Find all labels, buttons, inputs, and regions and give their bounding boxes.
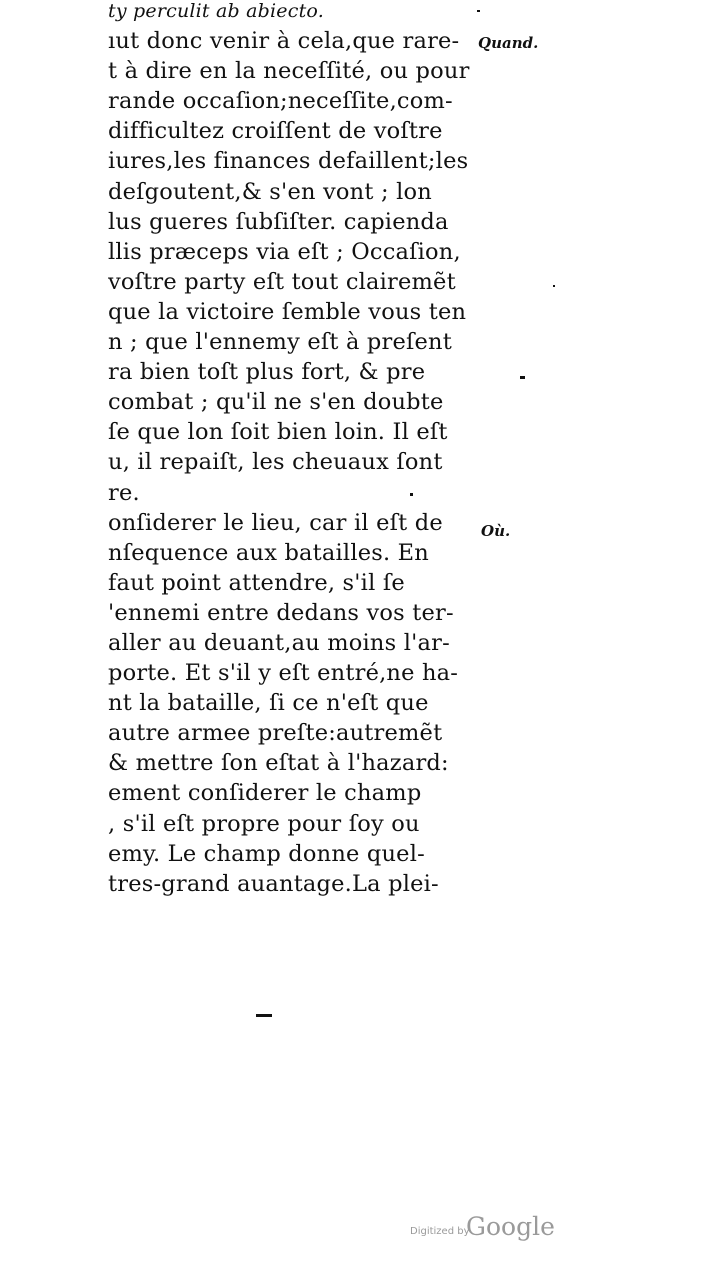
- text-line: u, il repaiſt, les cheuaux ſont: [108, 449, 443, 476]
- text-line: t à dire en la neceſſité, ou pour: [108, 58, 470, 85]
- text-line: & mettre ſon eſtat à l'hazard:: [108, 750, 449, 777]
- margin-note-quand: Quand.: [478, 34, 539, 52]
- text-line: lus gueres ſubſiſter. capienda: [108, 208, 449, 235]
- ink-speck: [520, 376, 525, 379]
- text-line: ra bien toſt plus fort, & pre: [108, 359, 426, 386]
- digitized-label: Digitized by: [410, 1226, 470, 1237]
- text-line: llis præceps via eſt ; Occaſion,: [108, 238, 461, 265]
- margin-note-ou: Où.: [481, 522, 511, 540]
- ink-speck: [256, 1014, 272, 1017]
- page-text: [108, 0, 480, 899]
- text-line: nſequence aux batailles. En: [108, 539, 429, 566]
- text-line: n ; que l'ennemy eſt à preſent: [108, 329, 452, 356]
- text-line: onſiderer le lieu, car il eſt de: [108, 509, 443, 536]
- text-line: ſe que lon ſoit bien loin. Il eſt: [108, 419, 448, 446]
- google-wordmark: Google: [466, 1212, 555, 1241]
- text-line: aller au deuant,au moins l'ar-: [108, 629, 450, 656]
- text-line: tres-grand auantage.La plei-: [108, 870, 439, 897]
- text-line: emy. Le champ donne quel-: [108, 840, 425, 867]
- text-line: combat ; qu'il ne s'en doubte: [108, 389, 444, 416]
- text-line: rande occaſion;neceſſite,com-: [108, 88, 453, 115]
- ink-speck: [410, 493, 413, 496]
- ink-speck: [477, 10, 480, 12]
- text-line: ıut donc venir à cela,que rare-: [108, 28, 460, 55]
- text-line: ement conſiderer le champ: [108, 780, 422, 807]
- text-line: faut point attendre, s'il ſe: [108, 569, 405, 596]
- text-line: re.: [108, 479, 140, 506]
- text-line: nt la bataille, ſi ce n'eſt que: [108, 690, 429, 717]
- text-line: porte. Et s'il y eſt entré,ne ha-: [108, 660, 459, 687]
- digitized-by-google-watermark: [410, 1212, 570, 1246]
- text-line: voſtre party eſt tout clairemẽt: [108, 268, 456, 295]
- text-line: , s'il eſt propre pour ſoy ou: [108, 810, 420, 837]
- text-line: difficultez croiſſent de voſtre: [108, 118, 443, 145]
- text-line: que la victoire ſemble vous ten: [108, 298, 467, 325]
- ink-speck: [553, 285, 555, 287]
- text-line: deſgoutent,& s'en vont ; lon: [108, 178, 432, 205]
- text-line: ty perculit ab abiecto.: [108, 0, 324, 22]
- text-line: 'ennemi entre dedans vos ter-: [108, 599, 454, 626]
- text-line: iures,les finances defaillent;les: [108, 148, 469, 175]
- text-line: autre armee preſte:autremẽt: [108, 720, 443, 747]
